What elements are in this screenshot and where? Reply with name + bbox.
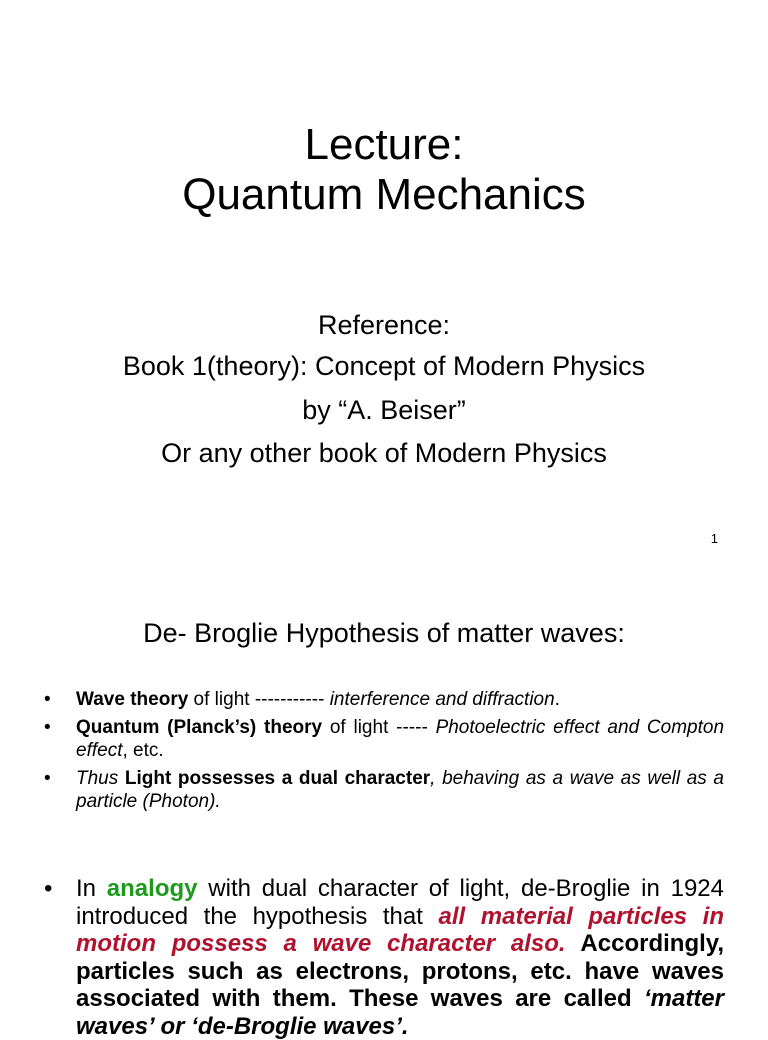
- matter-wave-claim: all material particles in motion possess a wave character also.: [76, 902, 724, 957]
- dual-character-term: Light possesses a dual character: [124, 768, 431, 789]
- slide1-title: [0, 120, 768, 220]
- bullet-mark: •: [44, 875, 53, 902]
- matter-waves-term: ‘matter waves’ or ‘de-Broglie waves’.: [76, 985, 724, 1040]
- bullet-text: [76, 767, 724, 813]
- bullet-quantum-theory: [44, 716, 724, 762]
- page-number: 1: [710, 531, 718, 546]
- bullet-text: [76, 875, 724, 1040]
- text-span: Accordingly, particles such as electrons, protons, etc. have waves associated with them. These waves are called: [76, 930, 725, 1012]
- book-line: Book 1(theory): Concept of Modern Physics: [122, 351, 646, 381]
- text-span: of light -----------: [188, 689, 330, 710]
- quantum-theory-term: Quantum (Planck’s) theory: [76, 717, 323, 738]
- text-span: In: [76, 875, 107, 902]
- text-span: , etc.: [122, 740, 164, 761]
- bullet-mark: •: [44, 689, 51, 710]
- text-span: of light -----: [322, 717, 436, 738]
- bullet-mark: •: [44, 768, 51, 789]
- title-line2: Quantum Mechanics: [182, 170, 586, 219]
- analogy-term: analogy: [106, 875, 198, 902]
- bullet-mark: •: [44, 717, 51, 738]
- bullet-de-broglie-analogy: [44, 875, 724, 1040]
- author-line: by “A. Beiser”: [302, 395, 466, 425]
- bullet-dual-character: [44, 767, 724, 813]
- text-span: , behaving as a wave as well as a particle (Photon).: [76, 768, 724, 812]
- wave-theory-term: Wave theory: [76, 689, 189, 710]
- text-span: with dual character of light, de-Broglie in 1924 introduced the hypothesis that: [76, 875, 724, 930]
- other-book-line: Or any other book of Modern Physics: [161, 438, 607, 468]
- bullet-text: [76, 688, 724, 711]
- reference-label: Reference:: [317, 310, 451, 340]
- title-line1: Lecture:: [304, 120, 464, 169]
- bullet-text: [76, 716, 724, 762]
- slide2-heading: De- Broglie Hypothesis of matter waves:: [143, 618, 625, 648]
- text-span: Thus: [76, 768, 125, 789]
- wave-phenomena: interference and diffraction: [329, 689, 555, 710]
- text-span: .: [554, 689, 560, 710]
- bullet-wave-theory: [44, 688, 724, 711]
- quantum-phenomena: Photoelectric effect and Compton effect: [76, 717, 725, 761]
